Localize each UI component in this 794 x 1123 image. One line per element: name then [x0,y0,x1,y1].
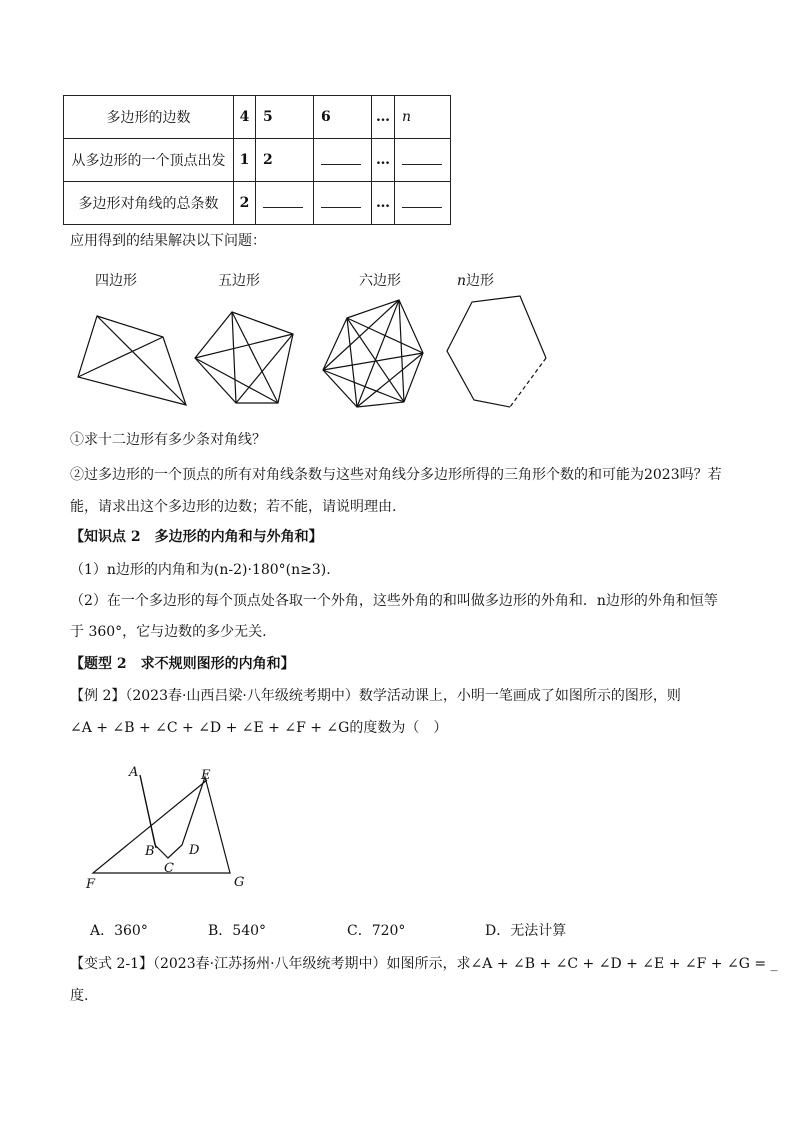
answer-blank[interactable] [321,152,361,165]
hexagon-figure [323,300,423,407]
n-gon-figure [447,296,546,407]
quadrilateral-figure [78,316,186,405]
hexa-label: 六边形 [359,273,401,289]
figure-path [93,775,230,873]
n-gon-label-text: 边形 [466,273,495,289]
knowledge-heading: 【知识点 2 多边形的内角和与外角和】 [70,529,323,545]
choice-b[interactable]: B．540° [208,923,267,939]
variant-line2: 度. [70,988,89,1004]
question-2-line2: 能，请求出这个多边形的边数；若不能，请说明理由. [70,499,397,515]
variant-line1: 【变式 2-1】（2023春·江苏扬州·八年级统考期中）如图所示，求∠A + ∠B + ∠C + ∠D + ∠E + ∠F + ∠G = _ [70,956,778,972]
table-cell: 多边形的边数 [64,96,234,139]
table-row [64,182,451,225]
table-cell: 4 [234,96,256,139]
table-cell-blank[interactable] [314,182,372,225]
choice-d[interactable]: D．无法计算 [485,923,567,939]
choice-a[interactable]: A．360° [90,923,148,939]
question-2-line1: ②过多边形的一个顶点的所有对角线条数与这些对角线分多边形所得的三角形个数的和可能为2023吗？若 [70,467,722,483]
angle-sum-figure [0,760,300,895]
table-cell-blank[interactable] [256,182,314,225]
example2-line2: ∠A + ∠B + ∠C + ∠D + ∠E + ∠F + ∠G的度数为（ ） [70,720,448,736]
answer-blank[interactable] [402,152,442,165]
table-cell: 6 [314,96,372,139]
n-gon-label [457,270,494,290]
table-cell: 2 [256,139,314,182]
point-C: C [164,861,174,876]
table-cell-blank[interactable] [395,182,451,225]
point-E: E [201,768,211,783]
point-D: D [189,843,200,858]
type2-heading: 【题型 2 求不规则图形的内角和】 [70,656,295,672]
knowledge-p2-line1: （2）在一个多边形的每个顶点处各取一个外角，这些外角的和叫做多边形的外角和．n边形的外角和恒等 [70,593,718,609]
knowledge-p2-line2: 于 360°，它与边数的多少无关. [70,624,267,640]
penta-label: 五边形 [218,273,260,289]
polygon-diagrams [0,290,600,415]
point-B: B [145,844,155,859]
point-G: G [234,875,245,890]
table-cell-blank[interactable] [314,139,372,182]
table-cell: 多边形对角线的总条数 [64,182,234,225]
table-cell: 2 [234,182,256,225]
knowledge-p1: （1）n边形的内角和为(n-2)·180°(n≥3). [70,562,331,578]
quad-label: 四边形 [95,273,137,289]
question-1: ①求十二边形有多少条对角线？ [70,432,266,448]
table-row [64,139,451,182]
table-cell: … [372,182,395,225]
point-F: F [86,877,96,892]
table-row [64,96,451,139]
table-cell: n [395,96,451,139]
table-cell: 从多边形的一个顶点出发 [64,139,234,182]
n-variable: n [457,273,467,289]
table-cell: … [372,139,395,182]
answer-blank[interactable] [263,195,303,208]
table-cell: 5 [256,96,314,139]
pentagon-figure [195,312,293,403]
choice-c[interactable]: C．720° [347,923,406,939]
point-A: A [129,765,139,780]
table-cell-blank[interactable] [395,139,451,182]
table-cell: … [372,96,395,139]
answer-blank[interactable] [321,195,361,208]
table-cell: 1 [234,139,256,182]
example2-line1: 【例 2】（2023春·山西吕梁·八年级统考期中）数学活动课上，小明一笔画成了如图所示的图形，则 [70,688,681,704]
apply-instruction: 应用得到的结果解决以下问题： [70,233,266,249]
answer-blank[interactable] [402,195,442,208]
polygon-diagonal-table [63,95,451,225]
